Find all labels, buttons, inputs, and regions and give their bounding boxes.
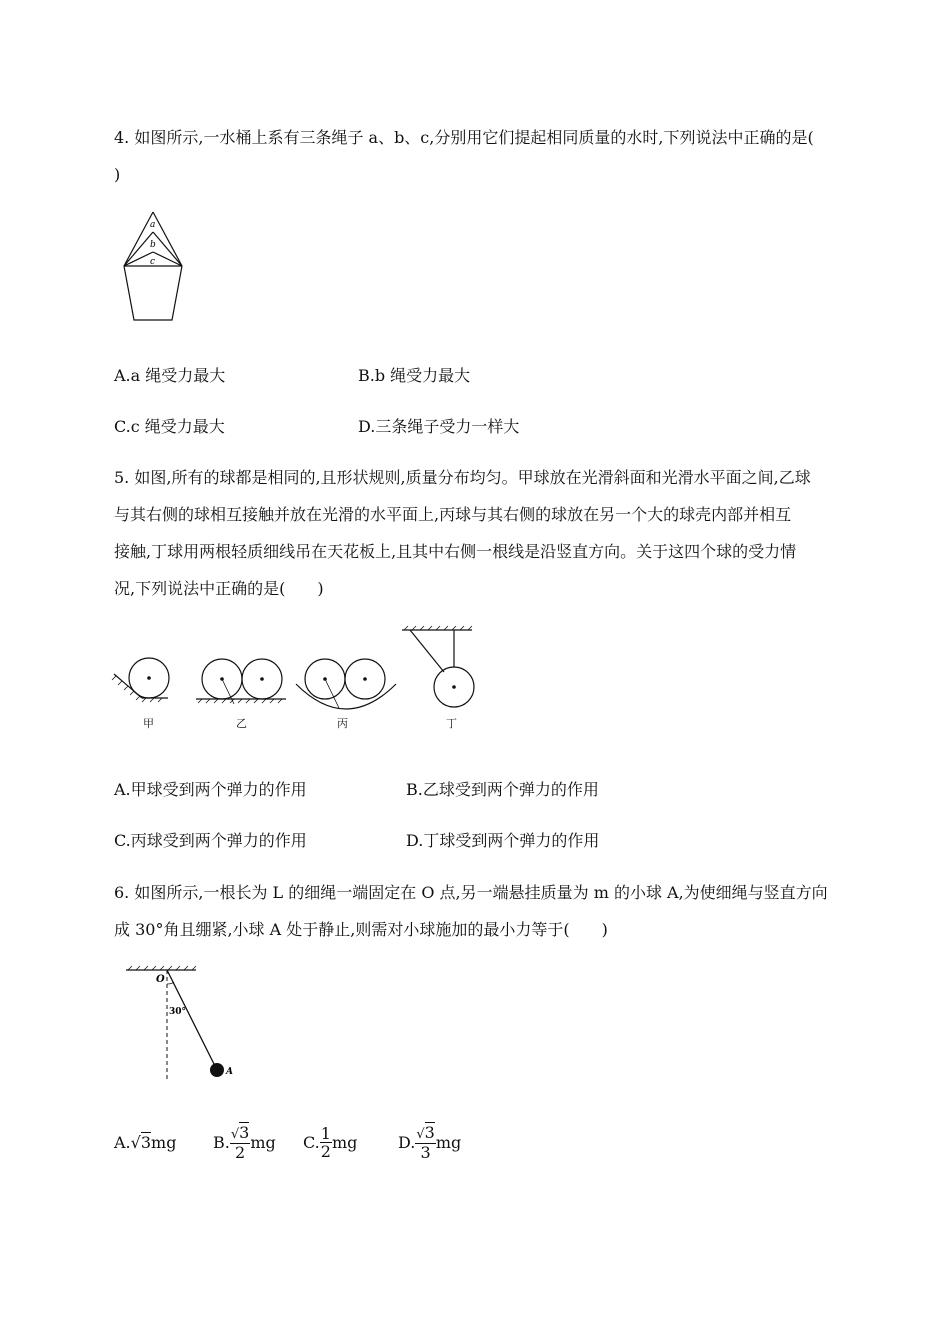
option-d-numerator: 3 [424,1122,435,1142]
string [167,970,217,1070]
option-b-unit: mg [250,1132,276,1152]
option-d-fraction: $\frac{√3}{3}$ [416,1122,435,1162]
rope-a-right [153,212,182,266]
option-c-fraction [320,1125,332,1160]
option-c-numerator: 1 [320,1123,331,1143]
label-o: O [156,974,165,985]
q5-option-d[interactable]: D.丁球受到两个弹力的作用 [406,831,600,850]
option-d-denominator: 3 [420,1142,431,1162]
q6-stem-line2: 成 30°角且绷紧,小球 A 处于静止,则需对小球施加的最小力等于( ) [114,920,608,939]
q4-bucket-figure [118,208,190,326]
spherical-shell [296,684,396,709]
option-a-radicand: 3 [140,1133,152,1152]
q4-option-c[interactable]: C.c 绳受力最大 [114,417,225,436]
ball-a [210,1063,224,1077]
left-string [410,630,444,672]
q4-stem-line2: ) [114,165,121,184]
option-b-numerator: 3 [239,1122,250,1142]
label-jia: 甲 [143,717,154,730]
label-a: a [150,220,156,230]
q6-option-b[interactable] [213,1122,276,1162]
option-a-unit: mg [151,1132,177,1152]
bucket-body [124,266,182,320]
label-ding: 丁 [446,717,457,730]
label-30-degrees: 30° [169,1007,187,1017]
rope-b-left [124,232,156,267]
option-b-prefix: B. [213,1132,230,1152]
q4-stem-line1: 4. 如图所示,一水桶上系有三条绳子 a、b、c,分别用它们提起相同质量的水时,下列说法中正确的是( [114,128,814,147]
q4-option-d[interactable]: D.三条绳子受力一样大 [358,417,520,436]
q6-option-c[interactable] [303,1122,357,1162]
option-d-unit: mg [435,1132,462,1152]
option-c-unit: mg [331,1132,358,1152]
option-a-prefix: A. [114,1132,131,1152]
option-b-denominator: 2 [234,1142,246,1162]
option-b-fraction: $\frac{√3}{2}$ [230,1122,250,1162]
q5-option-b[interactable]: B.乙球受到两个弹力的作用 [406,780,599,799]
label-a: A [226,1067,233,1077]
label-bing: 丙 [337,717,348,730]
label-yi: 乙 [236,717,247,730]
q5-option-a[interactable]: A.甲球受到两个弹力的作用 [114,780,307,799]
q5-stem-line1: 5. 如图,所有的球都是相同的,且形状规则,质量分布均匀。甲球放在光滑斜面和光滑水平面之间,乙球 [114,468,811,487]
q6-option-a[interactable] [114,1122,176,1162]
label-b: b [150,240,156,250]
option-d-prefix: D. [398,1132,416,1152]
sqrt-sign: √ [130,1132,141,1152]
option-c-denominator: 2 [320,1141,331,1161]
q5-stem-line2: 与其右侧的球相互接触并放在光滑的水平面上,丙球与其右侧的球放在另一个大的球壳内部并相互 [114,505,792,524]
option-c-prefix: C. [303,1132,320,1152]
q6-option-d[interactable] [398,1122,461,1162]
ball-ding-setup [402,626,474,707]
q5-stem-line3: 接触,丁球用两根轻质细线吊在天花板上,且其中右侧一根线是沿竖直方向。关于这四个球的受力情 [114,542,797,561]
q6-stem-line1: 6. 如图所示,一根长为 L 的细绳一端固定在 O 点,另一端悬挂质量为 m 的小球 A,为使细绳与竖直方向 [114,883,828,902]
q5-option-c[interactable]: C.丙球受到两个弹力的作用 [114,831,307,850]
rope-b-right [153,232,182,266]
rope-a-left [124,212,156,267]
q5-stem-line4: 况,下列说法中正确的是( ) [114,579,324,598]
q6-pendulum-figure [122,962,242,1086]
q4-option-a[interactable]: A.a 绳受力最大 [114,366,226,385]
ball-bing-setup [296,659,396,709]
label-c: c [150,257,156,267]
q4-option-b[interactable]: B.b 绳受力最大 [358,366,471,385]
ball-jia-setup [112,658,169,702]
ball-yi-setup [196,659,286,704]
q5-balls-figure [110,622,490,734]
